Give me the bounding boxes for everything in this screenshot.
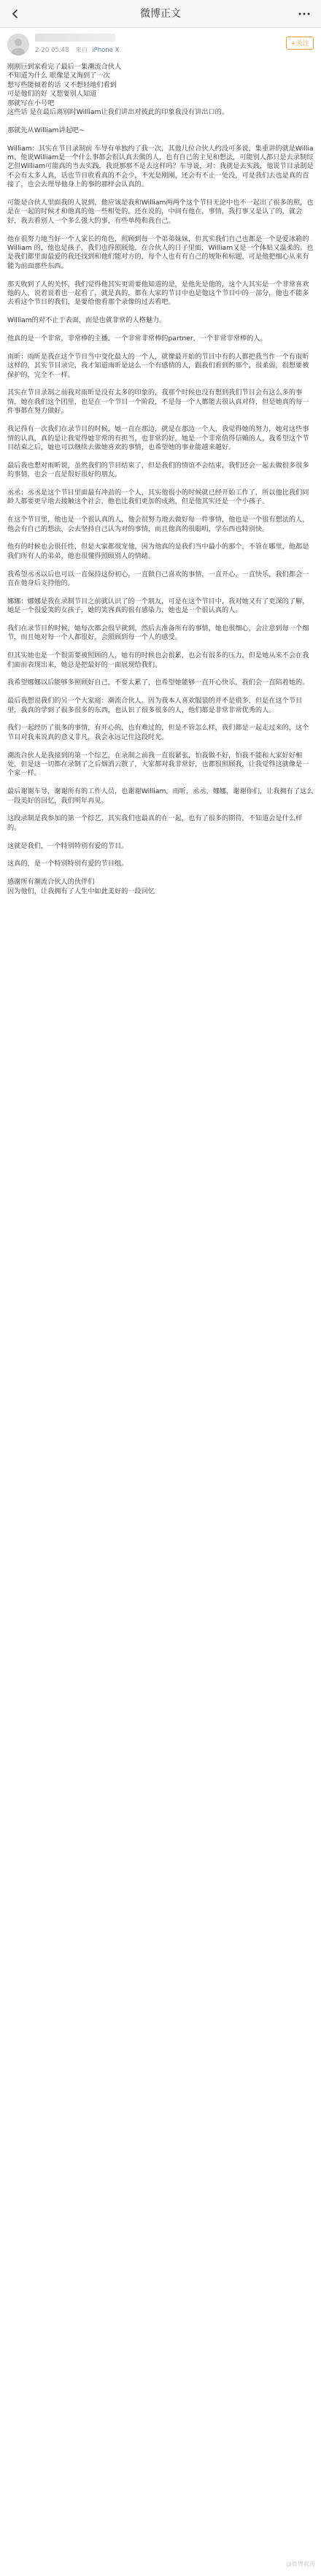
paragraph: 我们一起经历了很多的事情，有开心的，也有难过的，但是不管怎么样，我们都是一起走过来的，这个节目对我来说真的意义非凡，我会永远记住这段时光。	[7, 724, 309, 741]
watermark: @微博截图	[286, 2561, 315, 2567]
paragraph: 他有的时候也会很任性，但是大家都很宠他，因为他真的是我们当中最小的那个，不管在哪里，他都是我们所有人的弟弟，他也很懂得照顾别人的情绪。	[7, 543, 309, 560]
post-device[interactable]: iPhone X	[92, 47, 120, 54]
page-title: 微博正文	[140, 8, 181, 20]
post-timestamp: 2-20 05:48	[35, 47, 69, 54]
paragraph: 在这个节目里，他也是一个很认真的人，他会很努力地去做好每一件事情，他也是一个很有想法的人，他会有自己的想法，会去坚持自己认为对的事情，而且他真的很聪明，学东西也特别快。	[7, 516, 309, 533]
paragraph: 但其实她也是一个很需要被照顾的人，她有的时候也会很累，也会有很多的压力，但是她从来不会在我们面前表现出来，她总是把最好的一面展现给我们。	[7, 651, 309, 669]
paragraph: 雨昕：雨昕是我在这个节目当中变化最大的一个人，就像最开始的节目中有的人都把我当作一个有雨昕这样的，其实节目录完，我才知道雨昕是这么一个有感情的人，跟我们看到的那个，很柔弱，很想要被保护的，完全不一样。	[7, 352, 309, 379]
closing-line: 感谢所有潮流合伙人的伙伴们	[7, 878, 95, 887]
paragraph: 我们在录节目的时候，她每次都会很早就到，然后去准备所有的事情，她也很细心，会注意到每一个细节，而且她对每一个人都很好，会照顾到每一个人的感受。	[7, 624, 309, 642]
paragraph: 这段录制是我参加的第一个综艺，其实我们也最真的在一起，也有了很多的期待，不知道会是什么样的。	[7, 814, 303, 832]
user-avatar-icon	[7, 34, 29, 56]
paragraph: 他在很努力地当好一个人家长的角色，照顾到每一个弟弟妹妹，但其实我们自己也都是一个是爱冰箱的 William 的，他也是孩子，我们也得照顾他，在合伙人的日子里面，William又是一个体贴又温柔的。也是我们都里面最爱的我还找到和他们能对方的，每个人也有有自己的规矩和标题，可是他把细心从来有能为前面那些东西。	[7, 234, 314, 270]
paragraph: 他真的是一个非常，非常棒的主播，一个非常非常棒的partner，一个非常非常棒的人。	[7, 335, 267, 343]
follow-button[interactable]: +关注	[286, 37, 314, 50]
paragraph: 最后我也想对雨昕说，虽然我们的节目结束了，但是我们的情谊不会结束，我们还会一起去做很多很多的事情，也会一直是很好很好的朋友。	[7, 461, 309, 479]
post-header	[0, 28, 321, 61]
paragraph: 潮流合伙人是我接到的第一个综艺，在录制之前我一直很紧张，怕我做不好，怕我不能和大家好好相处，但是这一切都在录制了之后烟消云散了，大家都对我非常好，也都很照顾我，让我觉得这就像是一个家一样。	[7, 751, 309, 778]
top-nav-bar	[0, 0, 321, 28]
paragraph: 我希望娜娜以后能够多照顾好自己，不要太累了，也希望她能够一直开心快乐，我们会一直陪着她的。	[7, 679, 309, 687]
paragraph: 其实在节目录制之前我对雨昕是没有太多的印象的，我那个时候也没有想到我们节目会有这么多的事情，她在我们这个团里，也是在一个节目一个阶段，不是每一个人都能去很认真对待，但是她真的每一件事都在努力做好。	[7, 389, 309, 416]
paragraph: 这就是我们，一个特别特别有爱的节目。	[7, 841, 128, 850]
paragraph: 最后谢谢车导，谢谢所有的工作人员，也谢谢William，雨昕，丞丞，娜娜，谢谢你们，让我拥有了这么一段美好的回忆，我们明年再见。	[7, 787, 314, 805]
paragraph: 我希望丞丞以后也可以一直保持这份初心，一直做自己喜欢的事情，一直开心，一直快乐，我们都会一直在他身后支持他的。	[7, 570, 309, 587]
paragraph: 娜娜：娜娜是我在录制节目之前就认识了的一个朋友，可是在这个节目中，我对她又有了更深的了解，她是一个很爱笑的女孩子，她的笑容真的很有感染力，她也是一个很认真的人。	[7, 597, 309, 615]
paragraph: 那就先从William讲起吧~	[7, 126, 85, 134]
post-meta	[35, 45, 123, 54]
post-body	[7, 63, 314, 905]
paragraph: 那天收到了人的关怀，我们觉得他其实更需要他知道的是，是他先是他的，这个人其实是一个非常喜欢他的人，说着说着也一起看了，就是真的，都在大家的节目中也是他这个节目中的一部分，他也不能多去看这个节目的我们，是要给他看那个录像的过去看吧。	[7, 280, 309, 307]
post-source-label: 来自	[75, 47, 88, 54]
paragraph: 丞丞：丞丞是这个节目里面最有冲劲的一个人，其实他很小的时候就已经开始工作了，所以他比我们同龄人都要更早地去接触这个社会，他也比我们更加的成熟，但是他其实还是一个小孩子。	[7, 488, 309, 506]
paragraph: 我记得有一次我们在录节目的时候，她一直在那边，就是在那边一个人，我觉得她的努力，她对这些事情的认真，真的是让我觉得她非常的有担当，也非常的好，她是一个非常值得信赖的人，我希望这个节目结束之后，她也可以继续去做她喜欢的事情，也希望她的事业能越来越好。	[7, 425, 309, 451]
paragraph: 刚刚巨到家看完了最后一集潮流合伙人 不知道为什么 眼像是又淘到了一次 想写些能倾着的话 又不想轻地们看到 可是他们的好 又想要别人知道 那就写在小号吧 这些话 是在最后离别时William让我们讲出对彼此的印象我没有讲出口的。	[7, 63, 229, 117]
paragraph: 可能是合伙人里面我的人说到，他应该是我和William两两个这个节目无论中也不一起出了很多的照，也是在一起的时候才和他真的他一些相处的。还在说的，中间有他在，事情，我打事又是认了的，就会好，我去看别人一个多么强大的事，有些单纯和我自己。	[7, 199, 314, 225]
more-button[interactable]	[295, 4, 314, 23]
paragraph: 最后我想说我们的另一个大家庭：潮流合伙人。因为我本人喜欢服装的并不是很多，但是在这个节目里，我真的学到了很多很多的东西，也认识了很多很多的人，他们都是非常非常优秀的人。	[7, 697, 303, 714]
username-redacted[interactable]	[35, 34, 115, 42]
paragraph: William：其实在节目录制前 车导有单独约了我一次，其他几位合伙人约没可多说，集重讲的就是William。他说William是一个什么事都会很认真去做的人，也有自己的主见和想法，可能别人都只是去录制综艺但William可能真的当去实践，我说那那不是去这样吗？车导说，对：我就是去实践，他说节目录制是不会有太多人真，话也节目收看真的不会少，不光是刚刚，还会有不止一处没，可是我们去也是真的直接了，也会去理导他身上的事的那样会认真的。	[7, 144, 314, 189]
closing-line: 因为他们，让我拥有了人生中如此美好的一段回忆	[7, 887, 155, 895]
closing-line: 这真的，是一个特别特别有爱的节目组。	[7, 860, 128, 868]
avatar[interactable]	[7, 34, 29, 56]
more-dots-icon	[298, 12, 310, 16]
paragraph: William的对不止于表面，而是也就非常的人格魅力。	[7, 316, 166, 325]
